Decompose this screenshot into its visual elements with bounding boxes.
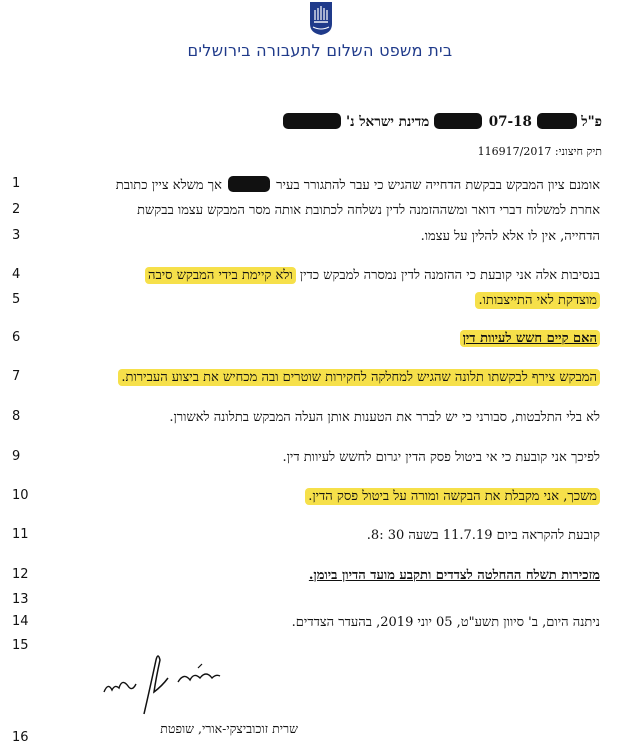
highlighted-text: ולא קיימת בידי המבקש סיבה — [145, 267, 296, 284]
handwritten-signature — [98, 648, 238, 720]
line-number: 1 — [12, 176, 21, 191]
body-line-3: הדחייה, אין לו אלא להלין על עצמו. — [420, 229, 600, 244]
line-number: 7 — [12, 369, 21, 384]
line-number: 13 — [12, 592, 29, 607]
line-number: 4 — [12, 267, 21, 282]
highlighted-text: מוצדקת לאי התייצבותו. — [475, 292, 600, 309]
internal-number: 116917/2017 — [477, 145, 552, 158]
court-title: בית משפט השלום לתעבורה בירושלים — [187, 41, 453, 60]
highlighted-text: המבקש צירף לבקשתו תלונה שהגיש למחלקה לחקירות שוטרים ובה מכחיש את ביצוע העבירות. — [118, 369, 600, 386]
internal-label: תיק חיצוני: — [554, 145, 602, 158]
highlighted-text: האם קיים חשש לעיוות דין — [460, 330, 600, 347]
line-number: 3 — [12, 228, 21, 243]
line-number: 15 — [12, 638, 29, 653]
section-heading — [460, 330, 600, 346]
line-number: 6 — [12, 330, 21, 345]
case-prefix: פ"ל — [581, 114, 602, 130]
body-line-2: אחרת למשלוח דברי דואר ומשההזמנה לדין נשלחה לכתובת אותה מסר המבקש עצמו בבקשת — [137, 203, 600, 218]
line-number: 2 — [12, 202, 21, 217]
case-header — [283, 113, 602, 130]
text-run: בנסיבות אלה אני קובעת כי ההזמנה לדין נמסרה למבקש כדין — [299, 268, 600, 283]
line-number: 16 — [12, 730, 29, 745]
body-line-7 — [118, 369, 600, 385]
case-number: 07-18 — [488, 114, 532, 130]
text-run: אומנם ציון המבקש בבקשת הדחייה שהגיש כי עבר להתגורר בעיר — [276, 178, 600, 193]
redaction-box — [434, 113, 482, 129]
body-line-11: קובעת להקראה ביום 11.7.19 בשעה 30 :8. — [366, 528, 600, 543]
body-line-10 — [305, 488, 600, 504]
line-number: 5 — [12, 292, 21, 307]
body-line-5 — [475, 292, 600, 308]
redaction-box — [228, 176, 270, 192]
body-line-14: ניתנה היום, ב' סיוון תשע"ט, 05 יוני 2019, בהעדר הצדדים. — [291, 615, 600, 630]
line-number: 12 — [12, 567, 29, 582]
redaction-box — [283, 113, 341, 129]
body-line-8: לא בלי התלבטות, סבורני כי יש לברר את הטענות אותן העלה המבקש בתלונה לאשורן. — [169, 410, 600, 425]
redaction-box — [537, 113, 577, 129]
highlighted-text: משכך, אני מקבלת את הבקשה ומורה על ביטול פסק הדין. — [305, 488, 600, 505]
body-line-4 — [145, 267, 600, 283]
state-emblem-icon — [307, 0, 335, 36]
line-number: 11 — [12, 527, 29, 542]
text-run: אך משלא ציין כתובת — [115, 178, 222, 193]
parties: מדינת ישראל נ' — [346, 114, 430, 130]
internal-case-line — [478, 145, 602, 158]
body-line-1 — [116, 176, 600, 193]
line-number: 9 — [12, 449, 21, 464]
line-number: 10 — [12, 488, 29, 503]
body-line-9: לפיכך אני קובעת כי אי ביטול פסק הדין יגרום לחשש לעיוות דין. — [282, 450, 600, 465]
line-number: 14 — [12, 614, 29, 629]
body-line-12: מזכירות תשלח ההחלטה לצדדים ותקבע מועד הדיון ביומן. — [308, 568, 600, 583]
line-number: 8 — [12, 409, 21, 424]
judge-name: שרית זוכוביצקי-אורי, שופטת — [160, 721, 298, 736]
